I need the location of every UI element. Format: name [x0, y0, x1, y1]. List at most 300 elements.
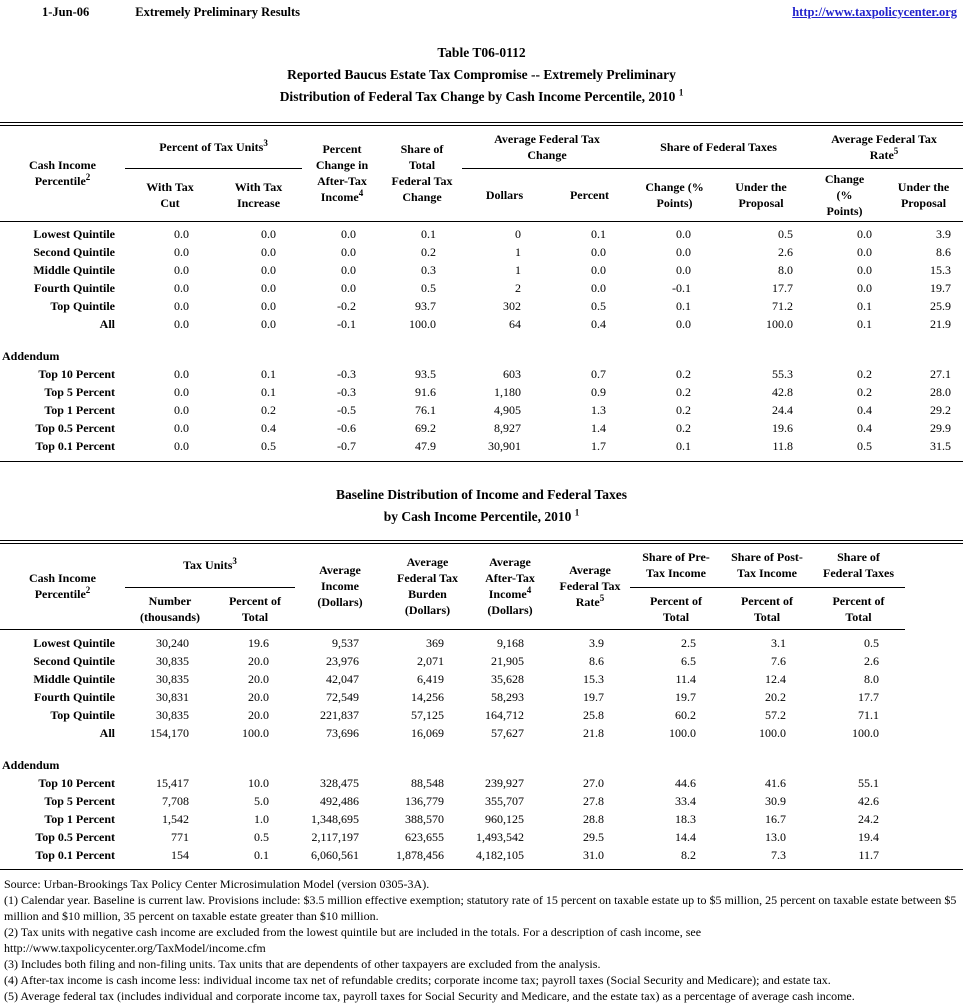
col-header-with-tax-increase: With Tax Increase [215, 168, 302, 221]
table-cell: 0.0 [341, 245, 357, 259]
table-cell: 2.6 [864, 653, 879, 668]
table-cell: 31.5 [930, 439, 952, 453]
table-cell: 30,831 [156, 689, 189, 704]
table-cell: 44.6 [675, 775, 696, 790]
table-cell: 0.2 [261, 403, 277, 417]
row-label: Top 10 Percent [38, 775, 115, 790]
table-cell: 0.1 [676, 299, 692, 313]
table-row [0, 810, 963, 828]
col-header-pre-tax-percent-of-total: Percent of Total [630, 588, 722, 630]
table-cell: 11.8 [772, 439, 794, 453]
col-header-number-thousands: Number (thousands) [125, 588, 215, 630]
table-row [0, 652, 963, 670]
table-cell: 302 [503, 299, 522, 313]
table-cell: 42,047 [326, 671, 359, 686]
table-row [0, 634, 963, 652]
col-header-average-income: Average Income (Dollars) [295, 542, 385, 630]
table-cell: 9,168 [497, 635, 524, 650]
table-cell: 91.6 [415, 385, 437, 399]
table-cell: 42.6 [858, 793, 879, 808]
table-row [0, 724, 963, 742]
table-cell: 100.0 [759, 725, 786, 740]
table-cell: 0.9 [591, 385, 607, 399]
table-cell: 20.0 [248, 671, 269, 686]
table-cell: 623,655 [405, 829, 444, 844]
table-cell: 1.7 [591, 439, 607, 453]
col-header-average-after-tax-income: Average After-Tax Income$^4$ (Dollars) [470, 542, 550, 630]
table-cell: 0.2 [857, 367, 873, 381]
table-cell: 17.7 [858, 689, 879, 704]
table-cell: 19.7 [583, 689, 604, 704]
table-cell: 8.0 [778, 263, 794, 277]
table-cell: 100.0 [242, 725, 269, 740]
table-cell: 14.4 [675, 829, 696, 844]
table-cell: 57.2 [765, 707, 786, 722]
table-cell: 47.9 [415, 439, 437, 453]
row-label: Fourth Quintile [33, 281, 115, 295]
table-cell: 0.0 [676, 245, 692, 259]
table-cell: 0.5 [864, 635, 879, 650]
table-cell: 355,707 [485, 793, 524, 808]
table-cell: 42.8 [772, 385, 794, 399]
group-header-share-of-federal-taxes: Share of Federal Taxes [632, 124, 805, 168]
table-cell: 57,125 [411, 707, 444, 722]
table-cell: 19.7 [675, 689, 696, 704]
table-cell: 3.1 [771, 635, 786, 650]
table-cell: 0.0 [261, 227, 277, 241]
table-row [0, 297, 963, 315]
table-cell: 2.5 [681, 635, 696, 650]
tax-change-table [0, 122, 963, 462]
table-cell: 27.1 [930, 367, 952, 381]
table-cell: -0.6 [337, 421, 357, 435]
row-label: Second Quintile [33, 245, 115, 259]
table-cell: 0.1 [676, 439, 692, 453]
table2-title [0, 484, 963, 528]
table-cell: 55.1 [858, 775, 879, 790]
table-row [0, 315, 963, 333]
table-row [0, 670, 963, 688]
table1-title-line3: Distribution of Federal Tax Change by Cash Income Percentile, 2010 $^1$ [279, 87, 684, 104]
group-header-average-federal-tax-rate: Average Federal Tax Rate$^5$ [805, 124, 963, 168]
group-header-share-pre-tax-income: Share of Pre-Tax Income [630, 542, 722, 588]
table-cell: 72,549 [326, 689, 359, 704]
table-cell: 1 [515, 245, 522, 259]
table-row [0, 383, 963, 401]
table-cell: 0.0 [261, 317, 277, 331]
table-cell: -0.3 [337, 367, 357, 381]
table-row [0, 846, 963, 864]
table-cell: 18.3 [675, 811, 696, 826]
table-cell: 0.3 [421, 263, 437, 277]
table-cell: 16,069 [411, 725, 444, 740]
table-cell: 4,905 [494, 403, 522, 417]
table-row [0, 225, 963, 243]
table-cell: 71.1 [858, 707, 879, 722]
table-cell: 60.2 [675, 707, 696, 722]
table-cell: 21,905 [491, 653, 524, 668]
table-cell: 1,493,542 [476, 829, 524, 844]
table-cell: 20.0 [248, 653, 269, 668]
table-cell: -0.3 [337, 385, 357, 399]
table-cell: 0.5 [254, 829, 269, 844]
group-header-share-federal-taxes: Share of Federal Taxes [812, 542, 905, 588]
table-cell: 221,837 [320, 707, 359, 722]
group-header-percent-of-tax-units: Percent of Tax Units$^3$ [125, 124, 302, 168]
table-row [0, 401, 963, 419]
row-label: Fourth Quintile [33, 689, 115, 704]
table-cell: 1.0 [254, 811, 269, 826]
table-cell: 28.8 [583, 811, 604, 826]
table-cell: 0.0 [261, 263, 277, 277]
table-number: Table T06-0112 [437, 45, 526, 60]
table-cell: -0.5 [337, 403, 357, 417]
table-cell: 2,071 [417, 653, 444, 668]
table-cell: 1.4 [591, 421, 607, 435]
table-cell: 154,170 [150, 725, 189, 740]
table-cell: 0.0 [174, 263, 189, 277]
table-cell: -0.1 [337, 317, 357, 331]
table-cell: 30,835 [156, 671, 189, 686]
row-label: Top 1 Percent [44, 811, 115, 826]
spacer-cell [0, 333, 963, 347]
table-cell: 19.4 [858, 829, 879, 844]
table-cell: 23,976 [326, 653, 359, 668]
table-cell: 24.2 [858, 811, 879, 826]
table-cell: 0.2 [676, 367, 692, 381]
table-cell: 7,708 [162, 793, 189, 808]
table-cell: 0.0 [857, 281, 873, 295]
footnote-4: (4) After-tax income is cash income less: individual income tax net of refundable credits; corporate income tax; payroll taxes (Social Security and Medicare); and estate tax. [4, 973, 831, 987]
table-cell: 0.0 [341, 281, 357, 295]
table-row [0, 243, 963, 261]
table-cell: 29.2 [930, 403, 952, 417]
table-cell: 0.0 [174, 367, 189, 381]
table-cell: 0.0 [676, 317, 692, 331]
table-cell: 11.7 [858, 847, 879, 862]
table-cell: 771 [171, 829, 189, 844]
table-cell: 0.4 [261, 421, 277, 435]
table-cell: 30,901 [488, 439, 522, 453]
table-cell: 29.9 [930, 421, 952, 435]
table-cell: 8,927 [494, 421, 522, 435]
table-cell: 25.8 [583, 707, 604, 722]
table-cell: 1,878,456 [396, 847, 444, 862]
table-cell: 93.7 [415, 299, 437, 313]
table-cell: 0.0 [857, 245, 873, 259]
table-cell: 100.0 [766, 317, 794, 331]
row-label: Lowest Quintile [33, 635, 115, 650]
table-cell: 0.5 [261, 439, 277, 453]
table-cell: 55.3 [772, 367, 794, 381]
table-cell: 88,548 [411, 775, 444, 790]
empty-header-cell [905, 542, 963, 630]
table-cell: 19.7 [930, 281, 952, 295]
table-cell: 0.0 [261, 281, 277, 295]
table-cell: 35,628 [491, 671, 524, 686]
table-cell: 100.0 [409, 317, 437, 331]
table-cell: 2,117,197 [311, 829, 359, 844]
table-cell: 0.2 [676, 421, 692, 435]
table-cell: 1,180 [494, 385, 522, 399]
col-header-rate-change-points: Change (% Points) [805, 168, 884, 221]
table-cell: 0.0 [591, 281, 607, 295]
addendum-heading-row [0, 756, 963, 774]
table-cell: 0.7 [591, 367, 607, 381]
group-header-share-post-tax-income: Share of Post-Tax Income [722, 542, 812, 588]
table-cell: 0.0 [174, 403, 189, 417]
table-cell: 492,486 [320, 793, 359, 808]
col-header-average-federal-tax-rate: Average Federal Tax Rate$^5$ [550, 542, 630, 630]
table-cell: 3.9 [936, 227, 952, 241]
table-cell: 3.9 [589, 635, 604, 650]
table-row [0, 706, 963, 724]
col-header-tax-units-percent-of-total: Percent of Total [215, 588, 295, 630]
table-row [0, 437, 963, 455]
page-header [0, 0, 963, 20]
table-cell: 12.4 [765, 671, 786, 686]
table-cell: 0.0 [591, 245, 607, 259]
col-header-share-change-points: Change (% Points) [632, 168, 717, 221]
table-row [0, 774, 963, 792]
table-cell: 0.4 [857, 403, 873, 417]
group-header-tax-units: Tax Units$^3$ [125, 542, 295, 588]
table-cell: 0.0 [857, 263, 873, 277]
table-cell: 0.1 [261, 385, 277, 399]
table-cell: 0.5 [857, 439, 873, 453]
table-cell: 0.0 [174, 227, 189, 241]
table-cell: 21.9 [930, 317, 952, 331]
table-cell: 8.0 [864, 671, 879, 686]
table-cell: 0.0 [676, 263, 692, 277]
taxpolicycenter-link[interactable]: http://www.taxpolicycenter.org [792, 5, 957, 19]
table-cell: 388,570 [405, 811, 444, 826]
table-row [0, 261, 963, 279]
row-label: Top 0.5 Percent [35, 421, 115, 435]
row-label: Top Quintile [50, 707, 115, 722]
col-header-dollars: Dollars [462, 168, 547, 221]
row-label: Top 0.5 Percent [35, 829, 115, 844]
spacer-cell [0, 742, 963, 756]
table-cell: 4,182,105 [476, 847, 524, 862]
table-cell: 15,417 [156, 775, 189, 790]
table-row [0, 365, 963, 383]
table-cell: 0.1 [857, 299, 873, 313]
table-cell: 14,256 [411, 689, 444, 704]
table-cell: 17.7 [772, 281, 794, 295]
row-label: Top 0.1 Percent [35, 439, 115, 453]
row-label: Middle Quintile [33, 671, 115, 686]
table-cell: 0.1 [421, 227, 437, 241]
table-cell: 0.4 [591, 317, 607, 331]
table-cell: 0.1 [261, 367, 277, 381]
report-date: 1-Jun-06 [42, 5, 90, 19]
row-label: Top 10 Percent [38, 367, 115, 381]
table-cell: 164,712 [485, 707, 524, 722]
table-cell: 5.0 [254, 793, 269, 808]
col-header-cash-income-percentile: Cash Income Percentile$^2$ [0, 124, 125, 221]
table-cell: 33.4 [675, 793, 696, 808]
spacer-cell [0, 455, 963, 461]
table-cell: 29.5 [583, 829, 604, 844]
table-cell: 71.2 [772, 299, 794, 313]
table-cell: 30,835 [156, 707, 189, 722]
col-header-rate-under-proposal: Under the Proposal [884, 168, 963, 221]
table-cell: 6,419 [417, 671, 444, 686]
table-cell: 25.9 [930, 299, 952, 313]
col-header-average-federal-tax-burden: Average Federal Tax Burden (Dollars) [385, 542, 470, 630]
table-cell: 24.4 [772, 403, 794, 417]
table-cell: 19.6 [248, 635, 269, 650]
table-cell: 0.5 [421, 281, 437, 295]
table-cell: 64 [509, 317, 522, 331]
table2-title-line1: Baseline Distribution of Income and Federal Taxes [335, 486, 627, 502]
table-cell: 57,627 [491, 725, 524, 740]
table-row [0, 792, 963, 810]
col-header-percent-change-after-tax-income: Percent Change in After-Tax Income$^4$ [302, 124, 382, 221]
table-cell: 28.0 [930, 385, 952, 399]
table-cell: 13.0 [765, 829, 786, 844]
table-cell: 154 [171, 847, 189, 862]
table-cell: 27.0 [583, 775, 604, 790]
table-cell: 0.2 [676, 403, 692, 417]
table-cell: 0.0 [174, 299, 189, 313]
row-label: All [99, 317, 115, 331]
table-cell: 1,542 [162, 811, 189, 826]
table-cell: 0.0 [341, 263, 357, 277]
table-row [0, 828, 963, 846]
table-cell: 0.0 [174, 439, 189, 453]
table-cell: 136,779 [405, 793, 444, 808]
spacer-cell [0, 864, 963, 870]
source-note: Source: Urban-Brookings Tax Policy Center Microsimulation Model (version 0305-3A). [4, 877, 430, 891]
table-row [0, 688, 963, 706]
col-header-share-under-proposal: Under the Proposal [717, 168, 805, 221]
table-cell: 0 [515, 227, 522, 241]
baseline-distribution-table [0, 540, 963, 871]
table-cell: 100.0 [669, 725, 696, 740]
row-label: Top 5 Percent [44, 793, 115, 808]
row-label: Top Quintile [50, 299, 115, 313]
table-cell: 31.0 [583, 847, 604, 862]
table-cell: 328,475 [320, 775, 359, 790]
footnote-2-url: http://www.taxpolicycenter.org/TaxModel/income.cfm [4, 941, 266, 955]
footnotes [0, 870, 963, 1004]
table-cell: 58,293 [491, 689, 524, 704]
table-cell: 20.0 [248, 689, 269, 704]
footnote-1: (1) Calendar year. Baseline is current law. Provisions include: $3.5 million effective exemption; statutory rate of 15 percent on taxable estate up to $5 million, 25 percent on taxable estate between $5 million and $10 million, 35 percent on taxable estate greater than $10 million. [4, 893, 957, 923]
col-header-post-tax-percent-of-total: Percent of Total [722, 588, 812, 630]
table2-title-line2: by Cash Income Percentile, 2010 $^1$ [383, 507, 580, 524]
table-cell: 0.2 [857, 385, 873, 399]
table-row [0, 279, 963, 297]
table-cell: 10.0 [248, 775, 269, 790]
row-label: Top 1 Percent [44, 403, 115, 417]
table-cell: 0.1 [857, 317, 873, 331]
table-cell: 93.5 [415, 367, 437, 381]
col-header-cash-income-percentile: Cash Income Percentile$^2$ [0, 542, 125, 630]
addendum-label: Addendum [2, 349, 60, 363]
table-cell: 0.0 [341, 227, 357, 241]
table-cell: 20.0 [248, 707, 269, 722]
table-cell: 0.0 [591, 263, 607, 277]
table-cell: 30,835 [156, 653, 189, 668]
addendum-label: Addendum [2, 757, 60, 772]
table-cell: 369 [426, 635, 444, 650]
row-label: Second Quintile [33, 653, 115, 668]
table-cell: 0.5 [778, 227, 794, 241]
table-cell: 11.4 [675, 671, 696, 686]
table-cell: 0.1 [254, 847, 269, 862]
status-note: Extremely Preliminary Results [135, 5, 301, 19]
table-cell: 1,348,695 [311, 811, 359, 826]
table-cell: 6,060,561 [311, 847, 359, 862]
table-cell: -0.1 [672, 281, 692, 295]
table-cell: 6.5 [681, 653, 696, 668]
table-cell: 0.5 [591, 299, 607, 313]
table-cell: 603 [503, 367, 522, 381]
table-cell: 73,696 [326, 725, 359, 740]
table-cell: 0.0 [174, 421, 189, 435]
row-label: Top 0.1 Percent [35, 847, 115, 862]
table-cell: 7.3 [771, 847, 786, 862]
table-cell: 69.2 [415, 421, 437, 435]
table1-title-line2: Reported Baucus Estate Tax Compromise -- Extremely Preliminary [287, 67, 676, 82]
table-cell: -0.2 [337, 299, 357, 313]
col-header-fed-taxes-percent-of-total: Percent of Total [812, 588, 905, 630]
row-label: Middle Quintile [33, 263, 115, 277]
table-cell: 0.0 [261, 245, 277, 259]
table-cell: 9,537 [332, 635, 359, 650]
table-cell: 8.6 [589, 653, 604, 668]
table-cell: 0.1 [591, 227, 607, 241]
table-cell: 19.6 [772, 421, 794, 435]
table-cell: 76.1 [415, 403, 437, 417]
table-cell: 0.0 [174, 281, 189, 295]
table-cell: 1 [515, 263, 522, 277]
col-header-percent: Percent [547, 168, 632, 221]
footnote-5: (5) Average federal tax (includes individual and corporate income tax, payroll taxes for Social Security and Medicare, and the estate tax) as a percentage of average cash income. [4, 989, 855, 1003]
footnote-2: (2) Tax units with negative cash income are excluded from the lowest quintile but are included in the totals. For a description of cash income, see [4, 925, 702, 939]
table-cell: 0.0 [174, 385, 189, 399]
table-cell: 0.2 [421, 245, 437, 259]
table-cell: 15.3 [583, 671, 604, 686]
table-cell: 2.6 [778, 245, 794, 259]
addendum-heading-row [0, 347, 963, 365]
table-cell: 0.2 [676, 385, 692, 399]
table-cell: 15.3 [930, 263, 952, 277]
table-cell: 8.2 [681, 847, 696, 862]
row-label: Top 5 Percent [44, 385, 115, 399]
table-cell: 0.0 [174, 245, 189, 259]
table-cell: 41.6 [765, 775, 786, 790]
row-label: All [99, 725, 115, 740]
table-cell: 1.3 [591, 403, 607, 417]
table-cell: 0.4 [857, 421, 873, 435]
table-cell: 100.0 [852, 725, 879, 740]
table-cell: 30,240 [156, 635, 189, 650]
table-cell: 20.2 [765, 689, 786, 704]
table-cell: 7.6 [771, 653, 786, 668]
table-cell: 8.6 [936, 245, 952, 259]
table-cell: 239,927 [485, 775, 524, 790]
table-cell: 0.0 [676, 227, 692, 241]
table-cell: 27.8 [583, 793, 604, 808]
table-cell: 2 [515, 281, 522, 295]
table-cell: 0.0 [261, 299, 277, 313]
footnote-3: (3) Includes both filing and non-filing units. Tax units that are dependents of other taxpayers are excluded from the analysis. [4, 957, 601, 971]
table-cell: 0.0 [857, 227, 873, 241]
